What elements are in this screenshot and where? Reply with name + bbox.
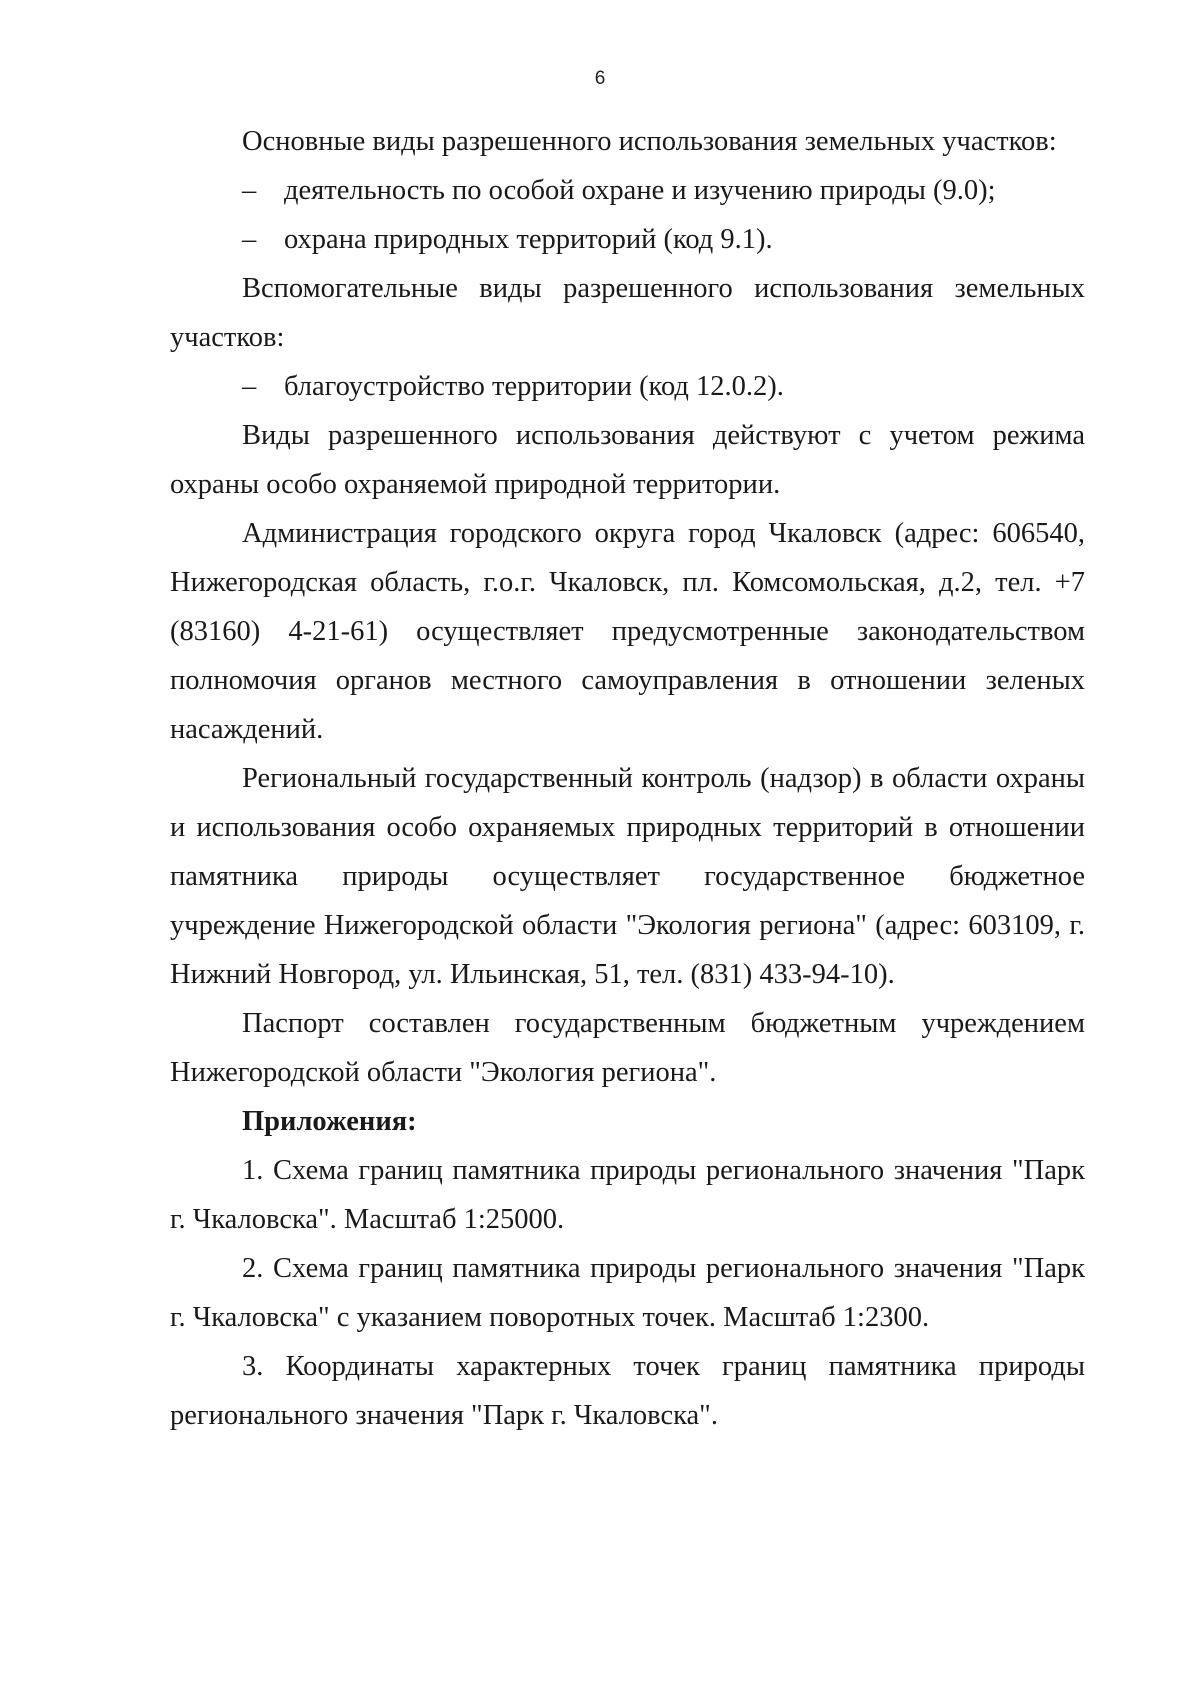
main-use-item-2 (170, 215, 1085, 264)
aux-uses-title: Вспомогательные виды разрешенного использования земельных участков: (170, 273, 1085, 353)
main-use-text-1: деятельность по особой охране и изучению природы (9.0); (284, 175, 996, 206)
appendix-item-1: 1. Схема границ памятника природы регионального значения "Парк г. Чкаловска". Масштаб 1:25000. (170, 1155, 1085, 1235)
main-uses-title: Основные виды разрешенного использования земельных участков: (242, 126, 1057, 157)
aux-use-text-1: благоустройство территории (код 12.0.2). (284, 371, 784, 402)
aux-use-item-1 (170, 362, 1085, 411)
main-use-text-2: охрана природных территорий (код 9.1). (284, 224, 773, 255)
list-dash: – (242, 224, 257, 255)
supervision-paragraph: Региональный государственный контроль (надзор) в области охраны и использования особо охраняемых природных территорий в отношении памятника природы осуществляет государственное бюджетное учреждение Нижегородской области "Экология региона" (адрес: 603109, г. Нижний Новгород, ул. Ильинская, 51, тел. (831) 433-94-10). (170, 763, 1085, 990)
appendix-item-3: 3. Координаты характерных точек границ памятника природы регионального значения "Парк г. Чкаловска". (170, 1351, 1085, 1431)
main-use-item-1 (170, 166, 1085, 215)
document-body (170, 117, 1085, 1440)
appendix-item-2: 2. Схема границ памятника природы регионального значения "Парк г. Чкаловска" с указанием поворотных точек. Масштаб 1:2300. (170, 1253, 1085, 1333)
passport-paragraph: Паспорт составлен государственным бюджетным учреждением Нижегородской области "Экология региона". (170, 1008, 1085, 1088)
list-dash: – (242, 371, 257, 402)
appendices-heading: Приложения: (242, 1106, 417, 1137)
list-dash: – (242, 175, 257, 206)
administration-paragraph: Администрация городского округа город Чкаловск (адрес: 606540, Нижегородская область, г.о.г. Чкаловск, пл. Комсомольская, д.2, тел. +7 (83160) 4-21-61) осуществляет предусмотренные законодательством полномочия органов местного самоуправления в отношении зеленых насаждений. (170, 518, 1085, 745)
uses-note-paragraph: Виды разрешенного использования действуют с учетом режима охраны особо охраняемой природной территории. (170, 420, 1085, 500)
page-number: 6 (594, 68, 606, 89)
